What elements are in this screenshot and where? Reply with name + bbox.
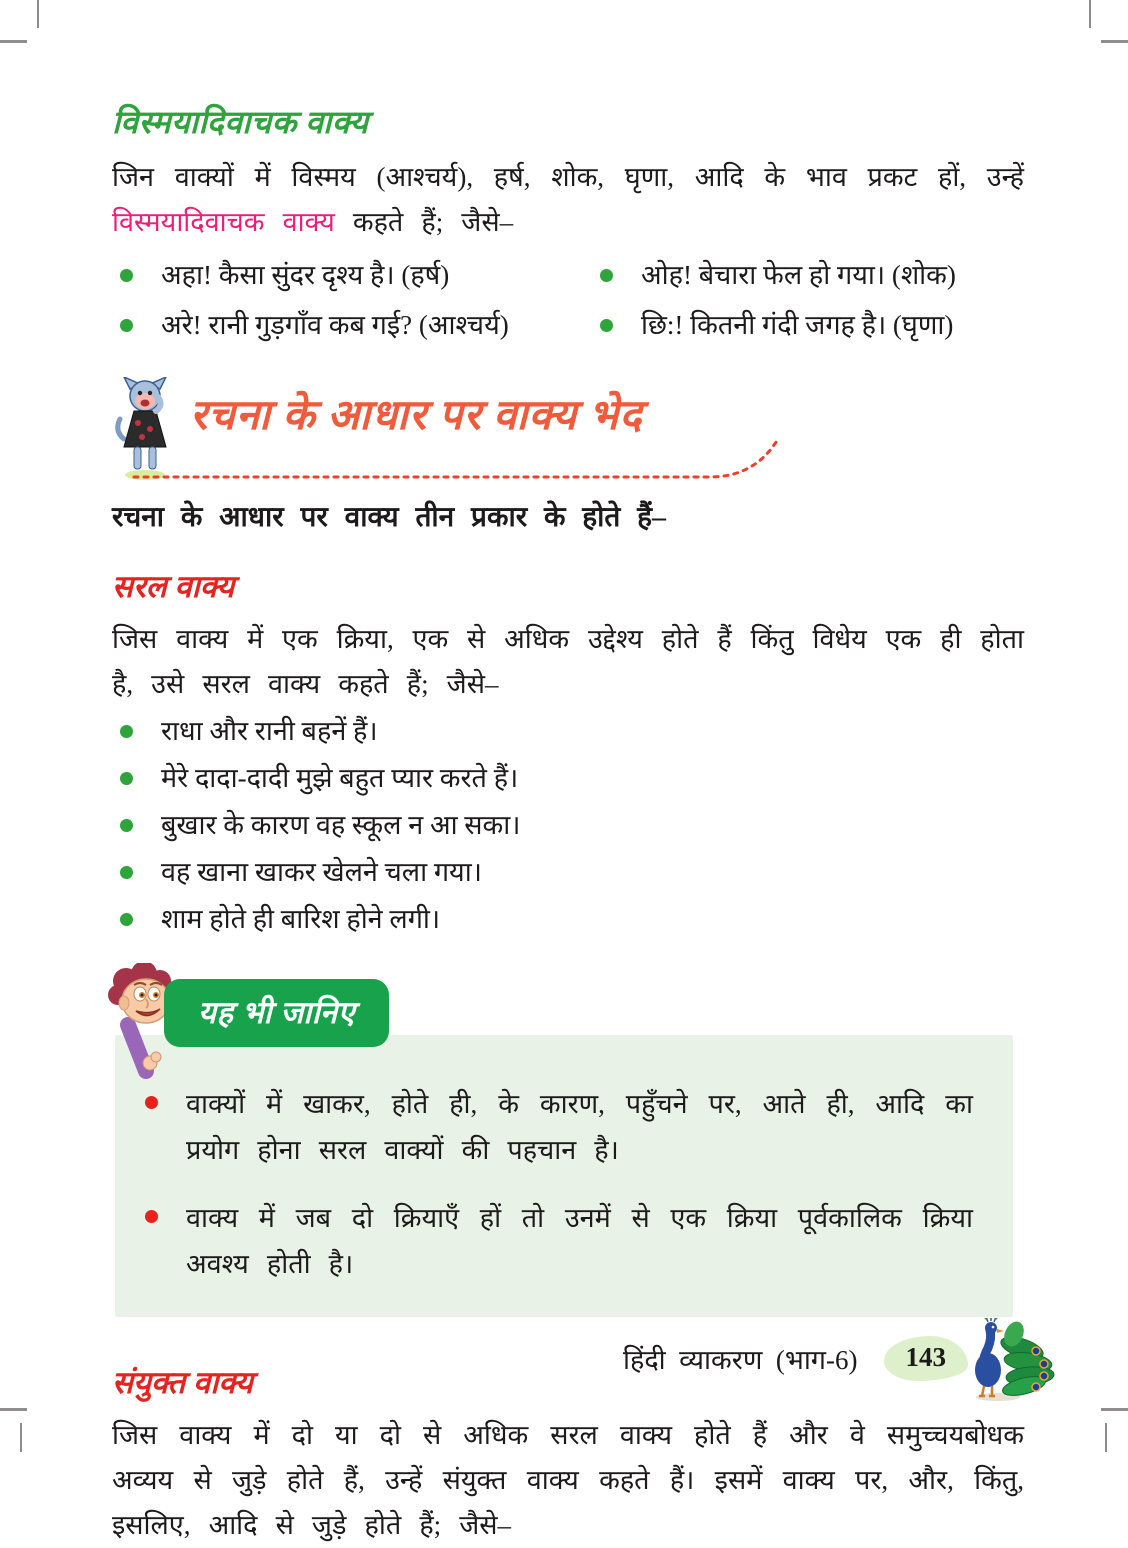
list-item [112, 899, 1024, 939]
know-point-text: वाक्यों में खाकर, होते ही, के कारण, पहुँचने पर, आते ही, आदि का प्रयोग होना सरल वाक्यों की पहचान है। [186, 1089, 973, 1165]
crop-mark-top-right-h [1101, 40, 1128, 43]
example-text: अहा! कैसा सुंदर दृश्य है। (हर्ष) [161, 260, 450, 290]
know-box-body [115, 1035, 1013, 1317]
example-text: शाम होते ही बारिश होने लगी। [161, 904, 441, 934]
example-text: ओह! बेचारा फेल हो गया। (शोक) [641, 260, 956, 290]
crop-mark-bottom-right-h [1101, 1408, 1128, 1411]
crop-mark-top-left-v [37, 0, 39, 28]
bullet-icon [600, 319, 613, 332]
list-item [112, 255, 592, 295]
list-item [592, 255, 1024, 295]
know-box [112, 995, 1024, 1317]
exclamatory-examples-grid [112, 255, 1024, 345]
example-text: छि:! कितनी गंदी जगह है। (घृणा) [641, 310, 954, 340]
structure-section-banner [112, 375, 1024, 483]
bullet-icon [120, 725, 133, 738]
bullet-icon [145, 1096, 158, 1109]
list-item [137, 1195, 973, 1287]
peacock-icon [952, 1318, 1056, 1402]
list-item [137, 1081, 973, 1173]
example-text: बुखार के कारण वह स्कूल न आ सका। [161, 810, 521, 840]
example-text: अरे! रानी गुड़गाँव कब गई? (आश्चर्य) [161, 310, 509, 340]
crop-mark-bottom-left-h [0, 1408, 27, 1411]
page-number: 143 [905, 1341, 946, 1372]
book-title: हिंदी व्याकरण (भाग-6) [623, 1344, 858, 1375]
compound-sentence-intro: जिस वाक्य में दो या दो से अधिक सरल वाक्य होते हैं और वे समुच्चयबोधक अव्यय से जुड़े होते हैं, उन्हें संयुक्त वाक्य कहते हैं। इसमें वाक्य पर, और, किंतु, इसलिए, आदि से जुड़े होते हैं; जैसे– [112, 1420, 1024, 1540]
bullet-icon [600, 269, 613, 282]
structure-section-heading: रचना के आधार पर वाक्य भेद [190, 393, 643, 439]
list-item [112, 805, 1024, 845]
bullet-icon [120, 319, 133, 332]
crop-mark-bottom-left-v [20, 1423, 22, 1452]
compound-sentence-heading: संयुक्त वाक्य [112, 1365, 253, 1400]
structure-intro-line: रचना के आधार पर वाक्य तीन प्रकार के होते हैं– [112, 502, 667, 533]
page-footer [623, 1316, 1056, 1400]
crop-mark-top-right-v [1089, 0, 1091, 28]
intro-highlighted-term: विस्मयादिवाचक वाक्य [112, 207, 335, 237]
bullet-icon [120, 913, 133, 926]
intro-text-suffix: कहते हैं; जैसे– [352, 207, 514, 237]
example-text: मेरे दादा-दादी मुझे बहुत प्यार करते हैं। [161, 763, 519, 793]
crop-mark-top-left-h [0, 40, 27, 43]
bullet-icon [145, 1210, 158, 1223]
list-item [592, 305, 1024, 345]
intro-text-prefix: जिन वाक्यों में विस्मय (आश्चर्य), हर्ष, शोक, घृणा, आदि के भाव प्रकट हों, उन्हें [112, 162, 1024, 192]
list-item [112, 711, 1024, 751]
crop-mark-bottom-right-v [1105, 1423, 1107, 1452]
banner-dotted-underline [130, 433, 810, 485]
bullet-icon [120, 772, 133, 785]
banner-text-wrap [190, 375, 643, 442]
simple-sentence-examples [112, 711, 1024, 939]
list-item [112, 305, 592, 345]
simple-sentence-heading: सरल वाक्य [112, 569, 235, 604]
know-box-title-badge [164, 979, 389, 1047]
simple-sentence-intro: जिस वाक्य में एक क्रिया, एक से अधिक उद्देश्य होते हैं किंतु विधेय एक ही होता है, उसे सरल वाक्य कहते हैं; जैसे– [112, 624, 1024, 699]
list-item [112, 852, 1024, 892]
bullet-icon [120, 819, 133, 832]
example-text: वह खाना खाकर खेलने चला गया। [161, 857, 482, 887]
exclamatory-section-heading: विस्मयादिवाचक वाक्य [112, 104, 369, 140]
list-item [112, 758, 1024, 798]
bullet-icon [120, 269, 133, 282]
know-point-text: वाक्य में जब दो क्रियाएँ हों तो उनमें से एक क्रिया पूर्वकालिक क्रिया अवश्य होती है। [186, 1203, 973, 1279]
example-text: राधा और रानी बहनें हैं। [161, 716, 378, 746]
bullet-icon [120, 866, 133, 879]
exclamatory-intro-paragraph [112, 155, 1024, 245]
know-box-title: यह भी जानिए [198, 995, 356, 1030]
